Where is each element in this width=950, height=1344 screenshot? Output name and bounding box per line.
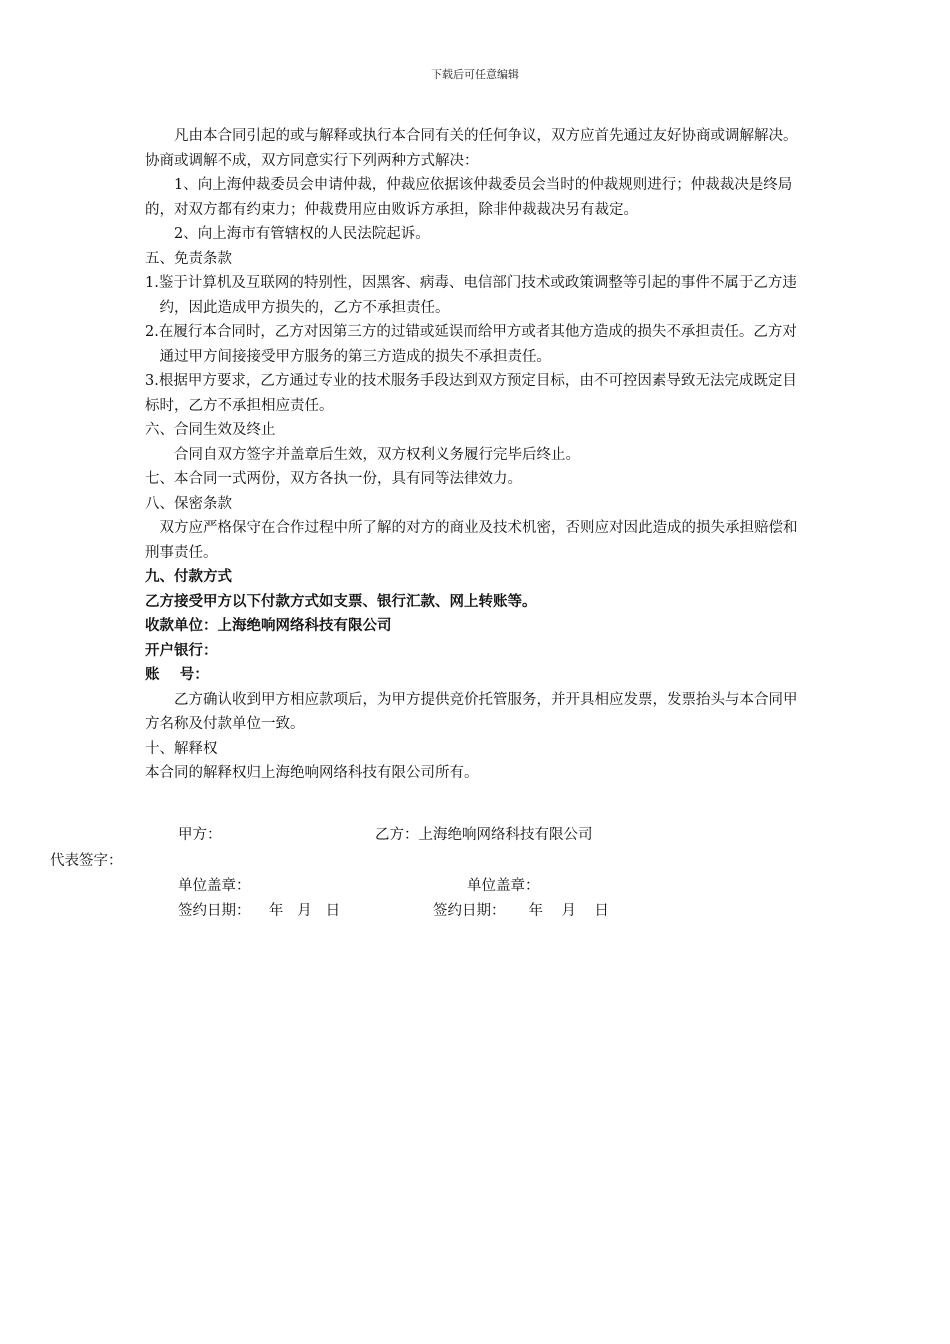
party-a-seal-label: 单位盖章：: [178, 878, 251, 894]
account-number: 账 号：: [145, 666, 209, 683]
section-10-title: 十、解释权: [145, 740, 218, 757]
section-8-title: 八、保密条款: [145, 495, 232, 512]
dispute-option-1: 1、向上海仲裁委员会申请仲裁，仲裁应依据该仲裁委员会当时的仲裁规则进行；仲裁裁决是终局的，对双方都有约束力；仲裁费用应由败诉方承担，除非仲裁裁决另有裁定。: [145, 177, 793, 218]
bank-name: 开户银行：: [145, 641, 218, 659]
page-header-note: 下载后可任意编辑: [431, 68, 519, 81]
representative-signature-label: 代表签字：: [50, 853, 123, 869]
section-6-title: 六、合同生效及终止: [145, 422, 276, 438]
dispute-option-2: 2、向上海市有管辖权的人民法院起诉。: [174, 226, 430, 242]
section-5-item-1: 1.鉴于计算机及互联网的特别性，因黑客、病毒、电信部门技术或政策调整等引起的事件不属于乙方违约，因此造成甲方损失的，乙方不承担责任。: [145, 275, 797, 316]
section-7-title: 七、本合同一式两份，双方各执一份，具有同等法律效力。: [145, 471, 522, 487]
section-5-item-3: 3.根据甲方要求，乙方通过专业的技术服务手段达到双方预定目标，由不可控因素导致无法完成既定目标时，乙方不承担相应责任。: [145, 373, 797, 414]
party-b-date-label: 签约日期： 年 月 日: [433, 903, 609, 919]
section-8-body: 双方应严格保守在合作过程中所了解的对方的商业及技术机密，否则应对因此造成的损失承担赔偿和刑事责任。: [145, 520, 798, 561]
party-a-label: 甲方：: [178, 827, 222, 843]
payment-methods: 乙方接受甲方以下付款方式如支票、银行汇款、网上转账等。: [145, 592, 537, 610]
dispute-intro: 凡由本合同引起的或与解释或执行本合同有关的任何争议，双方应首先通过友好协商或调解解决。协商或调解不成，双方同意实行下列两种方式解决：: [145, 128, 798, 169]
party-b-label: 乙方：上海绝响网络科技有限公司: [375, 827, 593, 843]
party-b-seal-label: 单位盖章：: [467, 878, 540, 894]
section-9-title: 九、付款方式: [145, 568, 232, 585]
section-5-title: 五、免责条款: [145, 250, 232, 267]
section-6-body: 合同自双方签字并盖章后生效，双方权利义务履行完毕后终止。: [174, 446, 580, 463]
section-5-item-2: 2.在履行本合同时，乙方对因第三方的过错或延误而给甲方或者其他方造成的损失不承担责任。乙方对通过甲方间接接受甲方服务的第三方造成的损失不承担责任。: [145, 324, 797, 365]
contract-body: [145, 124, 810, 786]
section-10-body: 本合同的解释权归上海绝响网络科技有限公司所有。: [145, 765, 479, 781]
payee-name: 收款单位：上海绝响网络科技有限公司: [145, 617, 392, 634]
section-9-body: 乙方确认收到甲方相应款项后，为甲方提供竞价托管服务，并开具相应发票，发票抬头与本合同甲方名称及付款单位一致。: [145, 691, 798, 732]
party-a-date-label: 签约日期： 年 月 日: [178, 903, 341, 919]
